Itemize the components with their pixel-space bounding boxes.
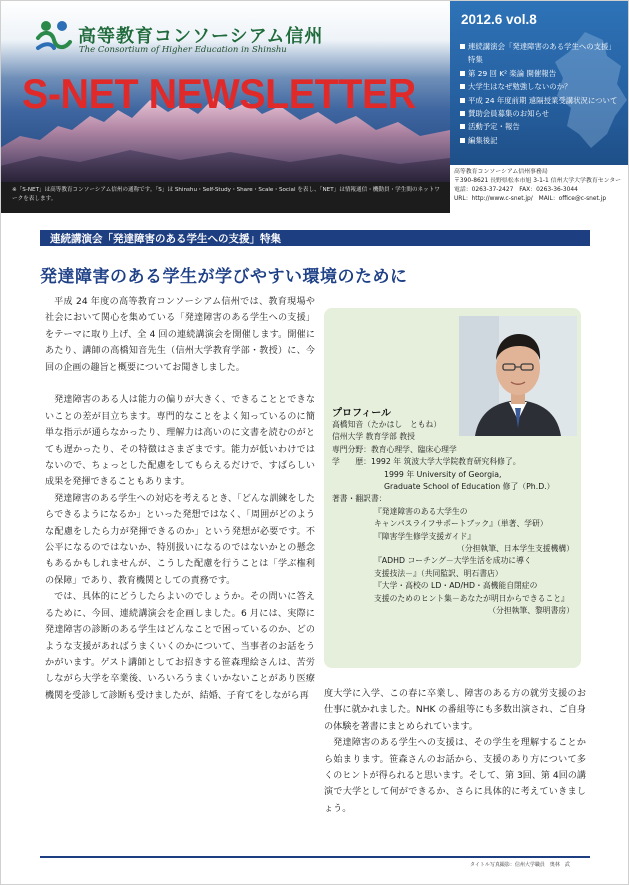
section-label: 連続講演会「発達障害のある学生への支援」特集 [50,233,281,245]
article-paragraph: 発達障害のある学生への支援は、その学生を理解することから始まります。笹森さんのお話から、支援のあり方について多くのヒントが得られると思います。そして、第 3回、第 4回の講演で大学として何ができるか、さらに具体的に考えていきましょう。 [324,738,586,814]
masthead-caption: ※「S-NET」は高等教育コンソーシアム信州の通称です。「S」は Shinshu・Self-Study・Share・Scale・Social を表し、「NET」は情報通信・機動員・学生間のネットワークを表します。 [12,187,440,202]
contact-address: 〒390-8621 長野県松本市旭 3-1-1 信州大学大学教育センター [454,178,622,184]
contact-phone: 電話：0263-37-2427 FAX：0263-36-3044 [454,187,578,193]
toc-item[interactable]: 大学生はなぜ勉強しないのか？ [460,80,628,93]
profile-line: 『大学・高校の LD・AD/HD・高機能自閉症の [374,581,538,591]
contact-info [454,168,629,204]
profile-line: 『ADHD コーチング－大学生活を成功に導く [374,556,532,566]
toc-item[interactable]: 活動予定・報告 [460,120,628,133]
contact-web[interactable]: URL：http://www.c-snet.jp/ MAIL：office@c-snet.jp [454,196,607,202]
profile-line: 支援のためのヒント集－あなたが明日からできること』 [374,593,569,603]
profile-line: 学 歴：1992 年 筑波大学大学院教育研究科修了。 [332,457,521,467]
newsletter-title: S-NET NEWSLETTER [22,70,416,117]
article-body-left [45,294,315,704]
profile-line: （分担執筆、黎明書房） [488,606,574,616]
toc-item[interactable]: 特集 [468,55,483,65]
profile-line: 1999 年 University of Georgia, [384,469,502,479]
toc-panel [450,0,629,165]
table-of-contents [460,40,628,147]
issue-panel [450,0,629,213]
org-name-en: The Consortium of Higher Education in Shinshu [79,45,287,55]
profile-line: 『障害学生修学支援ガイド』 [374,531,476,541]
article-paragraph: 発達障害のある学生への対応を考えるとき、「どんな訓練をしたらできるようになるか」といった発想ではなく、「周囲がどのような配慮をしたら力が発揮できるのか」という発想が必要です。不公平になるのではないか、特別扱いになるのではないかとの懸念もあるかもしれませんが、こうした配慮を行うことは「学ぶ権利の保障」であり、教育機関としての責務です。 [45,493,315,586]
profile-line: 専門分野：教育心理学、臨床心理学 [332,444,457,454]
article-headline: 発達障害のある学生が学びやすい環境のために [40,267,408,287]
square-bullet-icon [460,71,465,76]
profile-line: 信州大学 教育学部 教授 [332,432,415,442]
profile-line: 『発達障害のある大学生の [374,506,468,516]
masthead-photo [0,0,450,213]
consortium-logo-icon [34,16,74,56]
issue-number: 2012.6 vol.8 [461,12,537,27]
toc-item[interactable]: 第 29 回 K² 楽論 開催報告 [460,67,628,80]
profile-line: 高橋知音（たかはし ともね） [332,420,442,429]
square-bullet-icon [460,44,465,49]
footer-rule [40,856,590,858]
profile-line: Graduate School of Education 修了（Ph.D.） [384,482,555,492]
article-paragraph: 発達障害のある人は能力の偏りが大きく、できることとできないことの差が目立ちます。専門的なことをよく知っているのに簡単な指示が通らなかったり、理解力は高いのに文書を読むのがとても遅かったり、その特徴はさまざまです。能力が低いわけではないので、ちょっとした配慮をしてもらえるだけで、すばらしい成果を発揮できることもあります。 [45,395,315,488]
photo-credit: タイトル写真撮影：信州大学職員 奥林 武 [470,862,570,868]
org-name-jp: 高等教育コンソーシアム信州 [78,26,324,47]
square-bullet-icon [460,111,465,116]
speaker-photo [459,316,577,436]
section-bar [40,230,590,246]
contact-office: 高等教育コンソーシアム信州事務局 [454,169,548,175]
square-bullet-icon [460,98,465,103]
toc-item[interactable]: 編集後記 [460,134,628,147]
square-bullet-icon [460,138,465,143]
profile-heading: プロフィール [332,408,391,419]
square-bullet-icon [460,124,465,129]
profile-line: キャンパスライフサポートブック』（単著、学研） [374,519,548,529]
square-bullet-icon [460,84,465,89]
profile-line: 著書・翻訳書： [332,494,387,504]
portrait-image [459,316,577,436]
article-paragraph: 平成 24 年度の高等教育コンソーシアム信州では、教育現場や社会において関心を集めている「発達障害のある学生への支援」をテーマに取り上げ、全 4 回の連続講演会を開催します。開催にあたり、講師の高橋知音先生（信州大学教育学部・教授）に、今回の企画の趣旨と概要についてお聞きしました。 [45,297,315,373]
toc-item[interactable]: 連続講演会「発達障害のある学生への支援」 [460,40,628,53]
article-paragraph: では、具体的にどうしたらよいのでしょうか。その問いに答えるために、今回、連続講演会を企画しました。6 月には、実際に発達障害の診断のある学生はどんなことで困っているのか、どのような支援があればうまくいくのかについて、当事者のお話をうかがいます。ゲスト講師としてお招きする笹森理絵さんは、苦労しながら大学を卒業後、いろいろうまくいかないことがあり医療機関を受診して診断も受けましたが、結婚、子育てをしながら再 [45,592,315,701]
newsletter-header [0,0,629,213]
profile-details [332,419,580,618]
profile-line: （分担執筆、日本学生支援機構） [457,544,574,554]
article-body-right [324,686,586,817]
toc-item[interactable]: 賛助会員募集のお知らせ [460,107,628,120]
article-paragraph: 度大学に入学、この春に卒業し、障害のある方の就労支援のお仕事に就かれました。NHK の番組等にも多数出演され、ご自身の体験を著書にまとめられています。 [324,689,586,732]
toc-item[interactable]: 平成 24 年度前期 遠隔授業受講状況について [460,94,628,107]
profile-line: 支援技法－』（共同監訳、明石書店） [374,568,503,578]
